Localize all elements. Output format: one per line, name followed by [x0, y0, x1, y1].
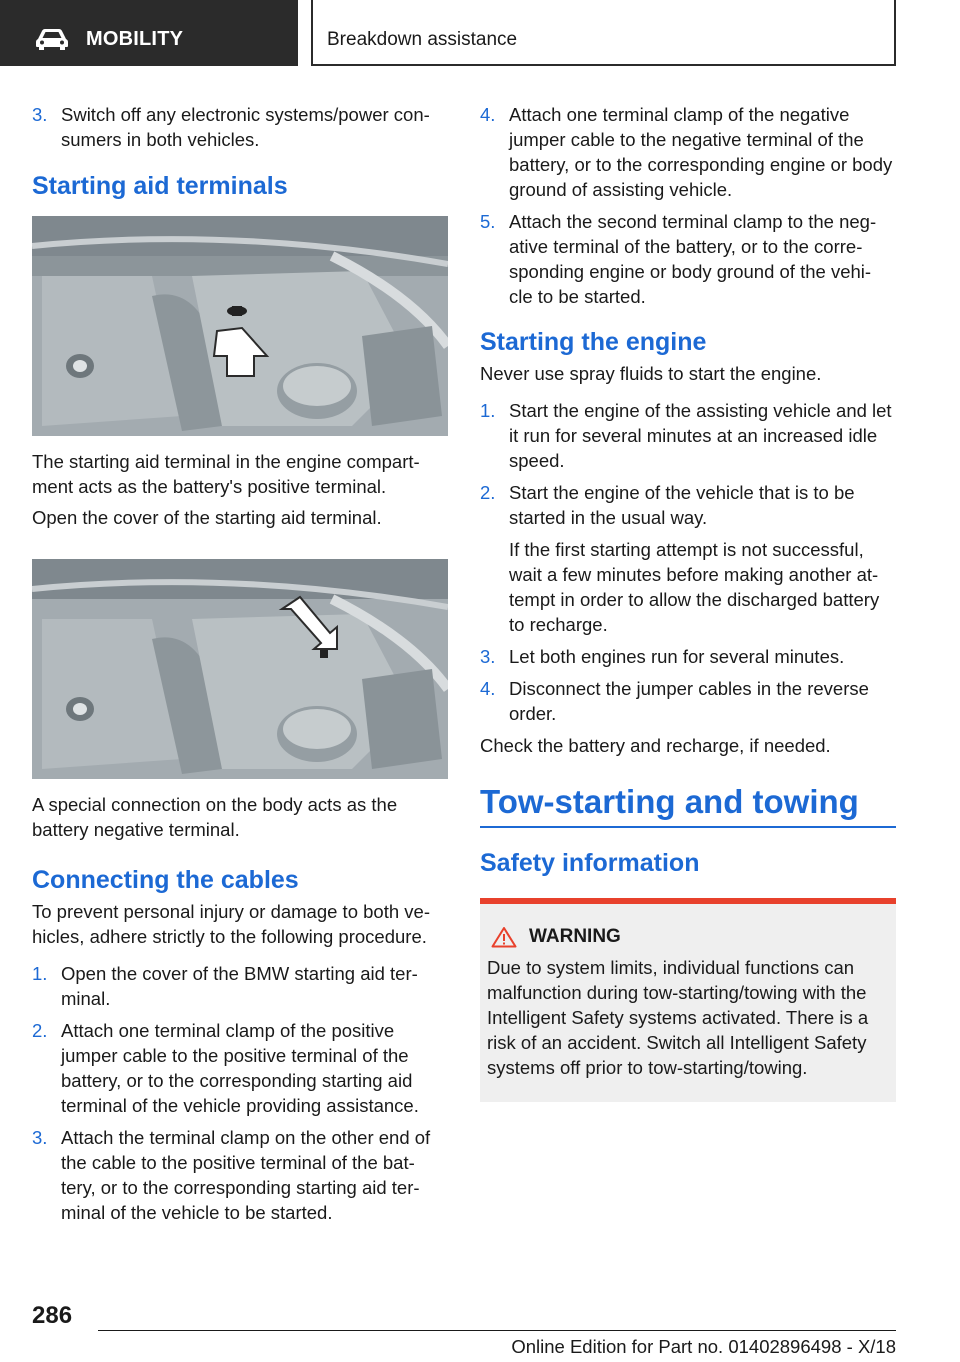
page-header [0, 0, 960, 66]
list-item [480, 102, 896, 202]
warning-text: Due to system limits, individual functions can malfunction during tow-starting/towing with the Intelligent Safety systems activated. There is a risk of an accident. Switch all Intelligent Safety systems off prior to tow-starting/towing. [487, 957, 869, 1078]
heading-starting-aid-terminals: Starting aid terminals [32, 172, 288, 200]
list-text: Disconnect the jumper cables in the reverse order. [509, 678, 869, 724]
list-number: 3. [480, 646, 496, 667]
list-number: 5. [480, 211, 496, 232]
list-note: If the first starting attempt is not successful, wait a few minutes before making another at‐ tempt in order to allow the discharged battery to recharge. [509, 539, 880, 635]
list-text: Attach one terminal clamp of the positive jumper cable to the positive terminal of the battery, or to the corresponding starting aid terminal of the vehicle providing assistance. [61, 1020, 419, 1116]
paragraph: Check the battery and recharge, if needed. [480, 735, 831, 756]
list-text: Attach the second terminal clamp to the neg‐ ative terminal of the battery, or to the corre‐ sponding engine or body ground of the vehi‐ cle to be started. [509, 211, 877, 307]
list-text: Start the engine of the assisting vehicle and let it run for several minutes at an increased idle speed. [509, 400, 892, 471]
list-number: 2. [32, 1020, 48, 1041]
paragraph: To prevent personal injury or damage to both ve‐ hicles, adhere strictly to the following procedure. [32, 901, 430, 947]
list-item [32, 1018, 448, 1118]
paragraph: The starting aid terminal in the engine compart‐ ment acts as the battery's positive terminal. [32, 451, 420, 497]
list-text: Switch off any electronic systems/power con‐ sumers in both vehicles. [61, 104, 430, 150]
list-item [32, 102, 448, 152]
page-number: 286 [32, 1302, 73, 1329]
heading-starting-the-engine: Starting the engine [480, 328, 707, 356]
warning-box [480, 898, 896, 1102]
heading-connecting-the-cables: Connecting the cables [32, 866, 299, 894]
list-text: Attach one terminal clamp of the negative jumper cable to the negative terminal of the battery, or to the corresponding engine or body ground of assisting vehicle. [509, 104, 893, 200]
list-item [480, 644, 896, 669]
paragraph: A special connection on the body acts as the battery negative terminal. [32, 794, 398, 840]
list-text: Start the engine of the vehicle that is to be started in the usual way. [509, 482, 855, 528]
list-number: 1. [480, 400, 496, 421]
list-text: Let both engines run for several minutes. [509, 646, 845, 667]
footer-divider [98, 1330, 896, 1331]
list-item [32, 1125, 448, 1225]
warning-triangle-icon [491, 926, 517, 948]
paragraph: Open the cover of the starting aid terminal. [32, 507, 382, 528]
left-column [32, 102, 448, 1232]
list-number: 4. [480, 678, 496, 699]
warning-header [487, 924, 890, 949]
paragraph: Never use spray fluids to start the engine. [480, 363, 822, 384]
list-item [480, 676, 896, 726]
list-item [480, 480, 896, 637]
list-text: Open the cover of the BMW starting aid ter‐ minal. [61, 963, 418, 1009]
section-label: MOBILITY [86, 28, 184, 50]
chapter-title: Breakdown assistance [327, 29, 518, 50]
engine-compartment-photo-negative [32, 559, 448, 779]
list-item [480, 398, 896, 473]
car-icon [34, 27, 70, 51]
list-item [480, 209, 896, 309]
list-number: 2. [480, 482, 496, 503]
heading-tow-starting-and-towing: Tow-starting and towing [480, 782, 896, 828]
engine-compartment-photo-positive [32, 216, 448, 436]
edition-note: Online Edition for Part no. 01402896498 - X/18 [511, 1336, 896, 1357]
list-number: 3. [32, 1127, 48, 1148]
right-column [480, 102, 896, 1102]
warning-title: WARNING [529, 926, 621, 947]
heading-safety-information: Safety information [480, 849, 700, 877]
section-tab [0, 0, 298, 66]
chapter-header [311, 0, 896, 66]
connecting-steps-list [32, 961, 448, 1225]
connecting-steps-continued [480, 102, 896, 309]
list-text: Attach the terminal clamp on the other end of the cable to the positive terminal of the bat‐ tery, or to the corresponding starting aid ter‐ minal of the vehicle to be started. [61, 1127, 431, 1223]
list-item [32, 961, 448, 1011]
list-number: 3. [32, 104, 48, 125]
starting-steps-list [480, 398, 896, 726]
list-number: 4. [480, 104, 496, 125]
list-number: 1. [32, 963, 48, 984]
